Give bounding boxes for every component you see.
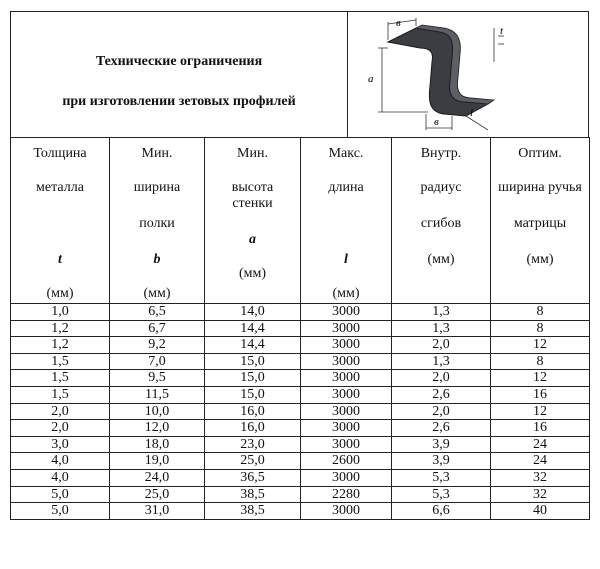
table-row <box>11 469 590 486</box>
table-cell: 5,3 <box>392 486 491 503</box>
table-cell: 23,0 <box>205 436 301 453</box>
table-cell: 14,4 <box>205 320 301 337</box>
table-cell: 3000 <box>301 503 392 520</box>
table-cell: 24,0 <box>110 469 205 486</box>
col-unit: (мм) <box>238 266 267 281</box>
table-cell: 2,0 <box>392 370 491 387</box>
table-cell: 3,0 <box>11 436 110 453</box>
col-header-die-width <box>491 138 590 304</box>
table-cell: 19,0 <box>110 453 205 470</box>
table-cell: 1,3 <box>392 353 491 370</box>
table-cell: 3000 <box>301 370 392 387</box>
table-cell: 3000 <box>301 420 392 437</box>
table-cell: 5,0 <box>11 503 110 520</box>
title-line-1: Технические ограничения <box>95 54 263 69</box>
col-line: Мин. <box>237 146 268 161</box>
table-row <box>11 503 590 520</box>
col-unit: (мм) <box>526 252 554 267</box>
col-line: длина <box>328 180 364 195</box>
table-row <box>11 337 590 354</box>
table-cell: 12 <box>491 337 590 354</box>
table-cell: 6,6 <box>392 503 491 520</box>
table-cell: 9,5 <box>110 370 205 387</box>
table-cell: 8 <box>491 304 590 321</box>
col-line: полки <box>139 216 175 231</box>
table-row <box>11 453 590 470</box>
table-cell: 32 <box>491 486 590 503</box>
table-cell: 12 <box>491 403 590 420</box>
table-row <box>11 304 590 321</box>
col-line: Мин. <box>141 146 173 161</box>
table-cell: 1,5 <box>11 353 110 370</box>
table-cell: 16,0 <box>205 403 301 420</box>
col-header-thickness <box>11 138 110 304</box>
table-cell: 2,0 <box>392 403 491 420</box>
col-line: ширина <box>133 180 181 195</box>
table-cell: 5,3 <box>392 469 491 486</box>
table-cell: 31,0 <box>110 503 205 520</box>
table-cell: 9,2 <box>110 337 205 354</box>
table-row <box>11 320 590 337</box>
col-symbol: t <box>58 252 62 267</box>
col-line: Внутр. <box>420 146 462 161</box>
table-row <box>11 403 590 420</box>
table-cell: 38,5 <box>205 486 301 503</box>
col-unit: (мм) <box>143 286 171 301</box>
table-cell: 2,6 <box>392 386 491 403</box>
col-symbol: l <box>344 252 348 267</box>
table-cell: 15,0 <box>205 370 301 387</box>
table-cell: 14,4 <box>205 337 301 354</box>
col-header-web-height <box>205 138 301 304</box>
header-row <box>11 138 590 304</box>
table-row <box>11 370 590 387</box>
table-cell: 15,0 <box>205 353 301 370</box>
table-cell: 40 <box>491 503 590 520</box>
table-body <box>11 304 590 520</box>
title-line-2: при изготовлении зетовых профилей <box>62 94 296 109</box>
figure-label-t: t <box>500 25 504 37</box>
table-cell: 7,0 <box>110 353 205 370</box>
table-cell: 3,9 <box>392 453 491 470</box>
table-cell: 14,0 <box>205 304 301 321</box>
figure-label-l: l <box>470 107 474 119</box>
table-cell: 5,0 <box>11 486 110 503</box>
col-line: радиус <box>420 180 462 195</box>
col-unit: (мм) <box>427 252 455 267</box>
col-header-flange-width <box>110 138 205 304</box>
figure-label-b-top: в <box>396 17 401 29</box>
table-cell: 2,0 <box>11 420 110 437</box>
table-cell: 38,5 <box>205 503 301 520</box>
table-cell: 4,0 <box>11 469 110 486</box>
col-line: Толщина <box>33 146 87 161</box>
col-unit: (мм) <box>46 286 74 301</box>
table-cell: 25,0 <box>110 486 205 503</box>
col-line: стенки <box>232 196 273 211</box>
table-cell: 12 <box>491 370 590 387</box>
table-cell: 6,7 <box>110 320 205 337</box>
col-line: матрицы <box>513 216 567 231</box>
table-cell: 3000 <box>301 304 392 321</box>
col-line: Оптим. <box>518 146 562 161</box>
z-profile-drawing <box>348 12 588 137</box>
col-symbol: b <box>153 252 161 267</box>
table-cell: 3,9 <box>392 436 491 453</box>
table-cell: 1,5 <box>11 370 110 387</box>
table-cell: 25,0 <box>205 453 301 470</box>
col-header-max-length <box>301 138 392 304</box>
table-cell: 4,0 <box>11 453 110 470</box>
table-cell: 3000 <box>301 469 392 486</box>
table-cell: 12,0 <box>110 420 205 437</box>
z-profile-figure <box>348 12 588 137</box>
spec-table <box>10 137 590 520</box>
table-cell: 10,0 <box>110 403 205 420</box>
table-cell: 2,0 <box>11 403 110 420</box>
col-symbol: a <box>249 232 256 247</box>
table-cell: 8 <box>491 353 590 370</box>
table-cell: 3000 <box>301 386 392 403</box>
col-line: сгибов <box>420 216 462 231</box>
table-cell: 3000 <box>301 403 392 420</box>
table-cell: 15,0 <box>205 386 301 403</box>
table-cell: 3000 <box>301 337 392 354</box>
figure-label-b-bottom: в <box>434 116 439 128</box>
table-cell: 3000 <box>301 353 392 370</box>
col-line: металла <box>36 180 84 195</box>
table-cell: 2600 <box>301 453 392 470</box>
table-cell: 2,6 <box>392 420 491 437</box>
table-row <box>11 436 590 453</box>
table-cell: 6,5 <box>110 304 205 321</box>
table-cell: 1,5 <box>11 386 110 403</box>
table-cell: 3000 <box>301 436 392 453</box>
table-row <box>11 486 590 503</box>
header-block <box>10 11 589 138</box>
col-unit: (мм) <box>332 286 360 301</box>
table-cell: 1,3 <box>392 304 491 321</box>
col-line: Макс. <box>328 146 364 161</box>
col-line: ширина ручья <box>498 180 582 195</box>
table-cell: 16 <box>491 386 590 403</box>
table-cell: 1,0 <box>11 304 110 321</box>
table-cell: 1,2 <box>11 337 110 354</box>
table-row <box>11 420 590 437</box>
table-cell: 11,5 <box>110 386 205 403</box>
table-cell: 8 <box>491 320 590 337</box>
table-cell: 16,0 <box>205 420 301 437</box>
table-cell: 3000 <box>301 320 392 337</box>
col-header-bend-radius <box>392 138 491 304</box>
table-row <box>11 353 590 370</box>
figure-label-a: a <box>368 73 374 85</box>
title-cell <box>11 12 348 137</box>
table-cell: 2280 <box>301 486 392 503</box>
table-cell: 18,0 <box>110 436 205 453</box>
col-line: высота <box>231 180 274 195</box>
table-cell: 16 <box>491 420 590 437</box>
table-cell: 2,0 <box>392 337 491 354</box>
table-cell: 32 <box>491 469 590 486</box>
table-cell: 1,3 <box>392 320 491 337</box>
table-row <box>11 386 590 403</box>
table-cell: 36,5 <box>205 469 301 486</box>
table-cell: 24 <box>491 453 590 470</box>
table-cell: 1,2 <box>11 320 110 337</box>
table-cell: 24 <box>491 436 590 453</box>
